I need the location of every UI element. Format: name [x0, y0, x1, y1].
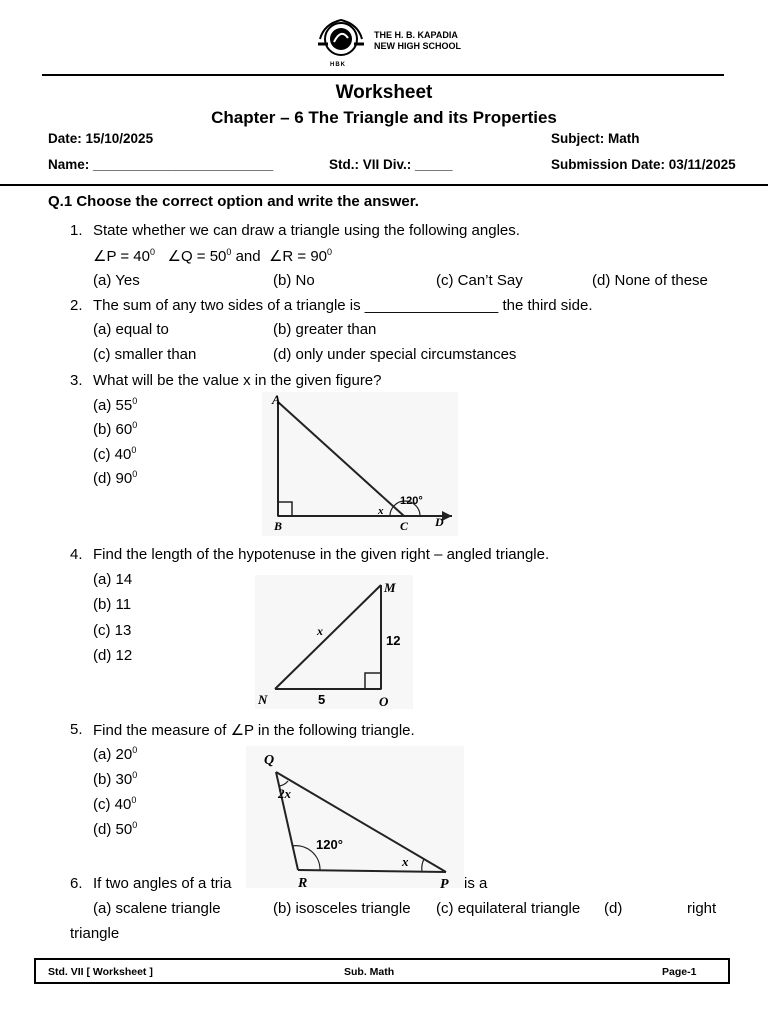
- footer-left: Std. VII [ Worksheet ]: [48, 966, 153, 978]
- option: (c) 13: [93, 622, 132, 639]
- question-text: What will be the value x in the given figure?: [93, 372, 382, 389]
- school-logo: [310, 14, 372, 64]
- angle-q: ∠Q = 50: [167, 248, 227, 265]
- and-word: and: [235, 248, 261, 265]
- side-mo-label: 12: [386, 633, 401, 648]
- vertex-m-label: M: [384, 580, 396, 595]
- question-number: 6.: [70, 875, 83, 892]
- name-field: Name: ________________________: [48, 157, 274, 172]
- option: (a) equal to: [93, 321, 169, 338]
- chapter-title: Chapter – 6 The Triangle and its Properties: [211, 108, 557, 127]
- option: (b) $60^0$: [93, 420, 138, 438]
- angle-x-label: x: [402, 854, 409, 869]
- option: (c) Can’t Say: [436, 272, 523, 289]
- school-name-line2: NEW HIGH SCHOOL: [374, 41, 461, 51]
- question-number: 5.: [70, 721, 83, 738]
- page-footer: [34, 958, 730, 984]
- option: (a) Yes: [93, 272, 140, 289]
- figure-triangle-abc: [262, 392, 458, 536]
- vertex-c-label: C: [400, 519, 409, 533]
- option: triangle: [70, 925, 120, 942]
- angle-x-label: x: [378, 505, 384, 517]
- question-number: 2.: [70, 297, 83, 314]
- question-text: Find the measure of ∠P in the following triangle.: [93, 722, 415, 739]
- section-title: Q.1 Choose the correct option and write the answer.: [48, 193, 419, 210]
- angle-p: ∠P = 40: [93, 248, 150, 265]
- option: (c) smaller than: [93, 346, 197, 363]
- question-text: State whether we can draw a triangle using the following angles.: [93, 222, 520, 239]
- meta-divider: [0, 184, 768, 186]
- angle-120-label: 120°: [400, 495, 423, 507]
- vertex-o-label: O: [379, 694, 389, 709]
- page-title: Worksheet: [335, 82, 433, 103]
- option: (c) $40^0$: [93, 795, 137, 813]
- option: (d): [604, 900, 623, 917]
- figure-triangle-mno: [255, 575, 413, 709]
- option: (b) isosceles triangle: [273, 900, 411, 917]
- footer-right: Page-1: [662, 966, 697, 978]
- option: (a) scalene triangle: [93, 900, 221, 917]
- question-number: 4.: [70, 546, 83, 563]
- option: (a) $55^0$: [93, 396, 138, 414]
- school-name-line1: THE H. B. KAPADIA: [374, 30, 458, 40]
- vertex-a-label: A: [272, 392, 281, 407]
- option: (d) $90^0$: [93, 469, 138, 487]
- option: right: [687, 900, 717, 917]
- date-label: Date: 15/10/2025: [48, 131, 154, 146]
- vertex-n-label: N: [258, 692, 268, 707]
- option: (b) $30^0$: [93, 770, 138, 788]
- option: (b) No: [273, 272, 315, 289]
- option: (d) only under special circumstances: [273, 346, 517, 363]
- question-number: 1.: [70, 222, 83, 239]
- side-no-label: 5: [318, 692, 326, 707]
- option: (d) $50^0$: [93, 820, 138, 838]
- hypotenuse-x-label: x: [317, 624, 323, 638]
- subject-label: Subject: Math: [551, 131, 640, 146]
- header-divider: [42, 74, 724, 76]
- angle-120-label: 120°: [316, 837, 343, 852]
- angle-r: ∠R = 90: [268, 248, 328, 265]
- question-text-end: is a: [464, 875, 488, 892]
- question-text: Find the length of the hypotenuse in the given right – angled triangle.: [93, 546, 550, 563]
- option: (a) $20^0$: [93, 745, 138, 763]
- vertex-p-label: P: [440, 877, 449, 888]
- vertex-r-label: R: [298, 876, 308, 888]
- point-d-label: D: [435, 515, 444, 529]
- vertex-q-label: Q: [264, 753, 275, 768]
- option: (c) equilateral triangle: [436, 900, 581, 917]
- question-number: 3.: [70, 372, 83, 389]
- logo-text: HBK: [330, 62, 346, 68]
- angle-values: ∠P = $40^0$ ∠Q = $50^0$ and ∠R = $90^0$: [93, 247, 333, 265]
- option: (b) greater than: [273, 321, 377, 338]
- option: (d) None of these: [592, 272, 708, 289]
- submission-date-label: Submission Date: 03/11/2025: [551, 157, 736, 172]
- vertex-b-label: B: [274, 519, 283, 533]
- footer-center: Sub. Math: [344, 966, 395, 978]
- question-text-start: If two angles of a tria: [93, 875, 232, 892]
- angle-2x-label: 2x: [278, 786, 291, 801]
- question-text: The sum of any two sides of a triangle is ________________ the third side.: [93, 297, 593, 314]
- std-div-field: Std.: VII Div.: _____: [329, 157, 453, 172]
- option: (d) 12: [93, 647, 133, 664]
- school-name: [374, 30, 461, 52]
- option: (a) 14: [93, 571, 133, 588]
- figure-triangle-pqr: [246, 746, 464, 888]
- option: (b) 11: [93, 596, 132, 613]
- option: (c) $40^0$: [93, 445, 137, 463]
